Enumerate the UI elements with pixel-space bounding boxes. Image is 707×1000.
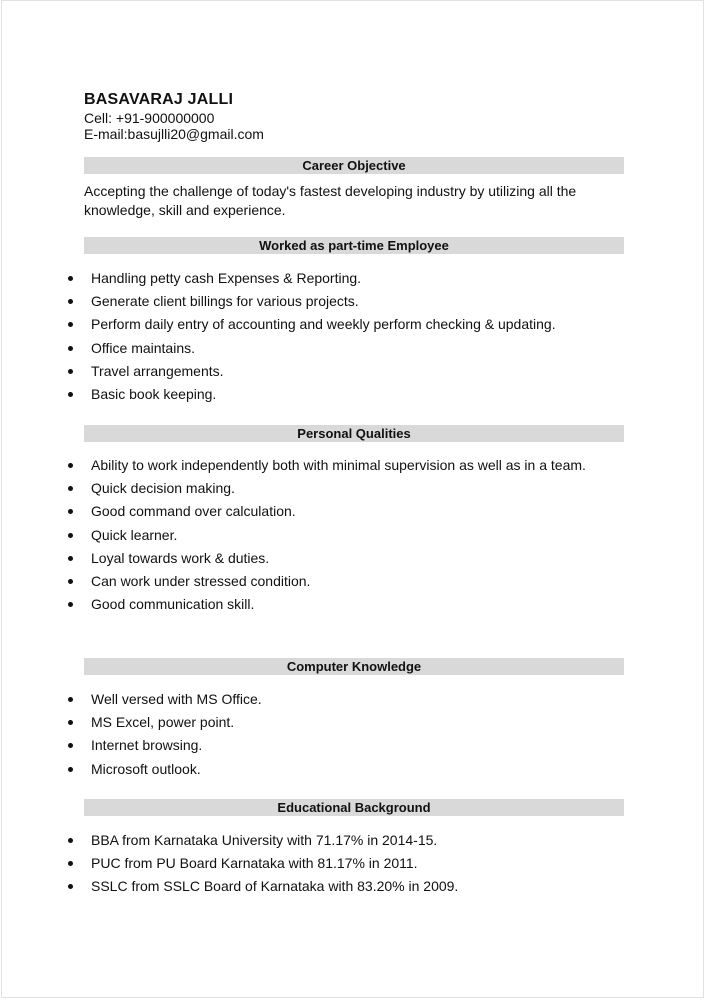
bullet-icon <box>68 346 73 351</box>
list-item <box>0 573 586 596</box>
section-heading-employment: Worked as part-time Employee <box>84 237 624 254</box>
list-item-text: Generate client billings for various projects. <box>91 293 359 310</box>
list-item-text: Perform daily entry of accounting and weekly perform checking & updating. <box>91 316 556 333</box>
career-objective-text: Accepting the challenge of today's fastest developing industry by utilizing all the knowledge, skill and experience. <box>84 183 577 218</box>
list-item <box>0 761 262 784</box>
list-item-text: Handling petty cash Expenses & Reporting. <box>91 270 362 286</box>
education-list <box>0 832 458 902</box>
email-address: E-mail:basujlli20@gmail.com <box>84 126 264 142</box>
bullet-icon <box>68 322 73 327</box>
list-item <box>0 340 556 363</box>
bullet-icon <box>68 861 73 866</box>
list-item <box>0 293 556 316</box>
bullet-icon <box>68 767 73 772</box>
list-item-text: Travel arrangements. <box>91 362 224 379</box>
bullet-icon <box>68 369 73 374</box>
list-item <box>0 596 586 619</box>
bullet-icon <box>68 556 73 561</box>
list-item-text: Loyal towards work & duties. <box>91 549 270 566</box>
list-item-text: Well versed with MS Office. <box>91 691 262 707</box>
list-item-text: Ability to work independently both with minimal supervision as well as in a team. <box>91 457 586 473</box>
list-item <box>0 363 556 386</box>
bullet-icon <box>68 697 73 702</box>
section-heading-education: Educational Background <box>84 799 624 816</box>
bullet-icon <box>68 276 73 281</box>
bullet-icon <box>68 579 73 584</box>
section-heading-personal-qualities: Personal Qualities <box>84 425 624 442</box>
bullet-icon <box>68 392 73 397</box>
list-item-text: Basic book keeping. <box>91 385 217 402</box>
list-item-text: Office maintains. <box>91 339 196 356</box>
bullet-icon <box>68 533 73 538</box>
personal-qualities-list <box>0 457 586 619</box>
list-item <box>0 457 586 480</box>
bullet-icon <box>68 743 73 748</box>
bullet-icon <box>68 602 73 607</box>
list-item <box>0 503 586 526</box>
list-item <box>0 714 262 737</box>
bullet-icon <box>68 509 73 514</box>
list-item-text: Good command over calculation. <box>91 503 296 520</box>
employment-list <box>0 270 556 409</box>
list-item-text: Can work under stressed condition. <box>91 572 311 589</box>
list-item-text: Quick learner. <box>91 526 178 543</box>
list-item-text: Microsoft outlook. <box>91 760 201 777</box>
section-heading-career-objective: Career Objective <box>84 157 624 174</box>
list-item-text: PUC from PU Board Karnataka with 81.17% in 2011. <box>91 855 418 872</box>
list-item <box>0 316 556 339</box>
bullet-icon <box>68 884 73 889</box>
list-item <box>0 691 262 714</box>
list-item <box>0 386 556 409</box>
list-item <box>0 480 586 503</box>
computer-knowledge-list <box>0 691 262 784</box>
list-item <box>0 737 262 760</box>
candidate-name: BASAVARAJ JALLI <box>84 91 234 108</box>
list-item <box>0 832 458 855</box>
bullet-icon <box>68 486 73 491</box>
bullet-icon <box>68 463 73 468</box>
list-item <box>0 878 458 901</box>
list-item-text: Good communication skill. <box>91 596 255 613</box>
list-item-text: MS Excel, power point. <box>91 714 235 731</box>
bullet-icon <box>68 838 73 843</box>
bullet-icon <box>68 299 73 304</box>
list-item <box>0 270 556 293</box>
cell-number: Cell: +91-900000000 <box>84 110 215 126</box>
section-heading-computer-knowledge: Computer Knowledge <box>84 658 624 675</box>
list-item <box>0 550 586 573</box>
list-item <box>0 855 458 878</box>
list-item-text: Internet browsing. <box>91 737 203 754</box>
list-item-text: SSLC from SSLC Board of Karnataka with 83.20% in 2009. <box>91 878 459 895</box>
list-item <box>0 527 586 550</box>
list-item-text: Quick decision making. <box>91 480 235 497</box>
list-item-text: BBA from Karnataka University with 71.17% in 2014-15. <box>91 832 438 848</box>
bullet-icon <box>68 720 73 725</box>
